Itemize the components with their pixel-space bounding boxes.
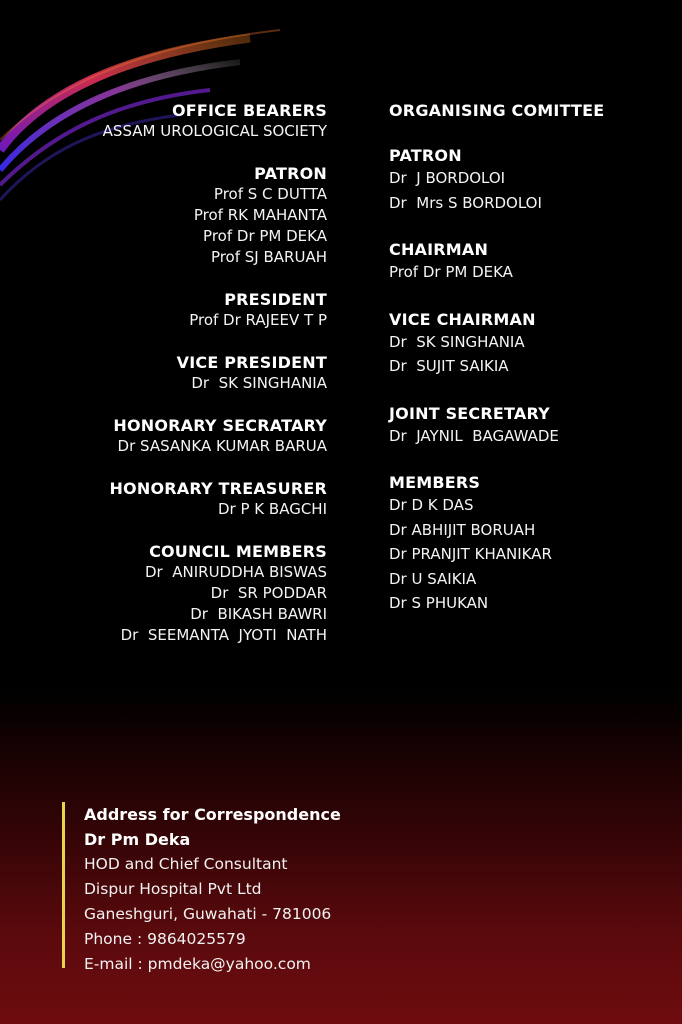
- address-contact-name: Dr Pm Deka: [84, 830, 191, 849]
- section-spacer: [0, 142, 327, 163]
- bearers-member-name: Prof S C DUTTA: [213, 185, 327, 203]
- committee-member-name: Dr ABHIJIT BORUAH: [389, 520, 536, 539]
- committee-member-name: Dr PRANJIT KHANIKAR: [389, 545, 552, 563]
- committee-member-name: Dr U SAIKIA: [389, 569, 477, 588]
- bearers-president-heading: PRESIDENT: [224, 290, 327, 309]
- organising-committee-heading: ORGANISING COMITTEE: [389, 101, 605, 120]
- committee-vice-chairman-heading: VICE CHAIRMAN: [389, 309, 536, 329]
- section-spacer: [0, 520, 327, 541]
- section-spacer: [389, 285, 679, 309]
- bearers-member-name: Dr BIKASH BAWRI: [190, 605, 327, 623]
- bearers-member-name: Dr SEEMANTA JYOTI NATH: [120, 626, 327, 644]
- bearers-honorary-treasurer-heading: HONORARY TREASURER: [109, 479, 327, 498]
- committee-member-name: Dr SUJIT SAIKIA: [389, 357, 509, 375]
- committee-member-name: Dr J BORDOLOI: [389, 169, 506, 187]
- society-name: ASSAM UROLOGICAL SOCIETY: [102, 122, 327, 140]
- bearers-member-name: Dr SR PODDAR: [210, 584, 327, 602]
- bearers-patron-heading: PATRON: [254, 164, 327, 183]
- section-spacer: [389, 121, 679, 145]
- address-line: Ganeshguri, Guwahati - 781006: [84, 905, 332, 923]
- bearers-member-name: Dr ANIRUDDHA BISWAS: [145, 563, 327, 581]
- section-spacer: [0, 394, 327, 415]
- committee-member-name: Dr Mrs S BORDOLOI: [389, 193, 542, 212]
- bearers-member-name: Dr P K BAGCHI: [218, 500, 327, 518]
- committee-member-name: Prof Dr PM DEKA: [389, 263, 513, 281]
- section-spacer: [0, 268, 327, 289]
- bearers-member-name: Dr SK SINGHANIA: [191, 374, 327, 392]
- committee-members-heading: MEMBERS: [389, 473, 481, 492]
- section-spacer: [0, 457, 327, 478]
- section-spacer: [389, 379, 679, 403]
- committee-member-name: Dr JAYNIL BAGAWADE: [389, 426, 559, 445]
- office-bearers-column: [0, 100, 327, 646]
- section-spacer: [0, 331, 327, 352]
- address-accent-bar: [62, 802, 65, 968]
- address-title: Address for Correspondence: [84, 805, 341, 824]
- bearers-member-name: Prof Dr PM DEKA: [203, 227, 327, 245]
- correspondence-address: [62, 802, 341, 977]
- organising-committee-column: [389, 100, 679, 616]
- committee-patron-heading: PATRON: [389, 146, 462, 165]
- committee-member-name: Dr SK SINGHANIA: [389, 332, 525, 351]
- section-spacer: [389, 448, 679, 472]
- email-address: E-mail : pmdeka@yahoo.com: [84, 955, 311, 973]
- address-line: Dispur Hospital Pvt Ltd: [84, 880, 262, 898]
- bearers-council-members-heading: COUNCIL MEMBERS: [149, 542, 327, 561]
- committee-joint-secretary-heading: JOINT SECRETARY: [389, 403, 550, 423]
- address-line: HOD and Chief Consultant: [84, 855, 288, 873]
- section-spacer: [389, 215, 679, 239]
- office-bearers-heading: OFFICE BEARERS: [171, 101, 327, 120]
- phone-number: Phone : 9864025579: [84, 930, 246, 948]
- committee-member-name: Dr S PHUKAN: [389, 594, 489, 612]
- bearers-member-name: Prof Dr RAJEEV T P: [189, 311, 327, 329]
- bearers-member-name: Prof RK MAHANTA: [193, 206, 327, 224]
- bearers-member-name: Dr SASANKA KUMAR BARUA: [117, 437, 327, 455]
- committee-chairman-heading: CHAIRMAN: [389, 240, 489, 259]
- committee-member-name: Dr D K DAS: [389, 496, 474, 514]
- bearers-vice-president-heading: VICE PRESIDENT: [176, 353, 327, 372]
- bearers-honorary-secratary-heading: HONORARY SECRATARY: [113, 416, 327, 435]
- bearers-member-name: Prof SJ BARUAH: [210, 248, 327, 266]
